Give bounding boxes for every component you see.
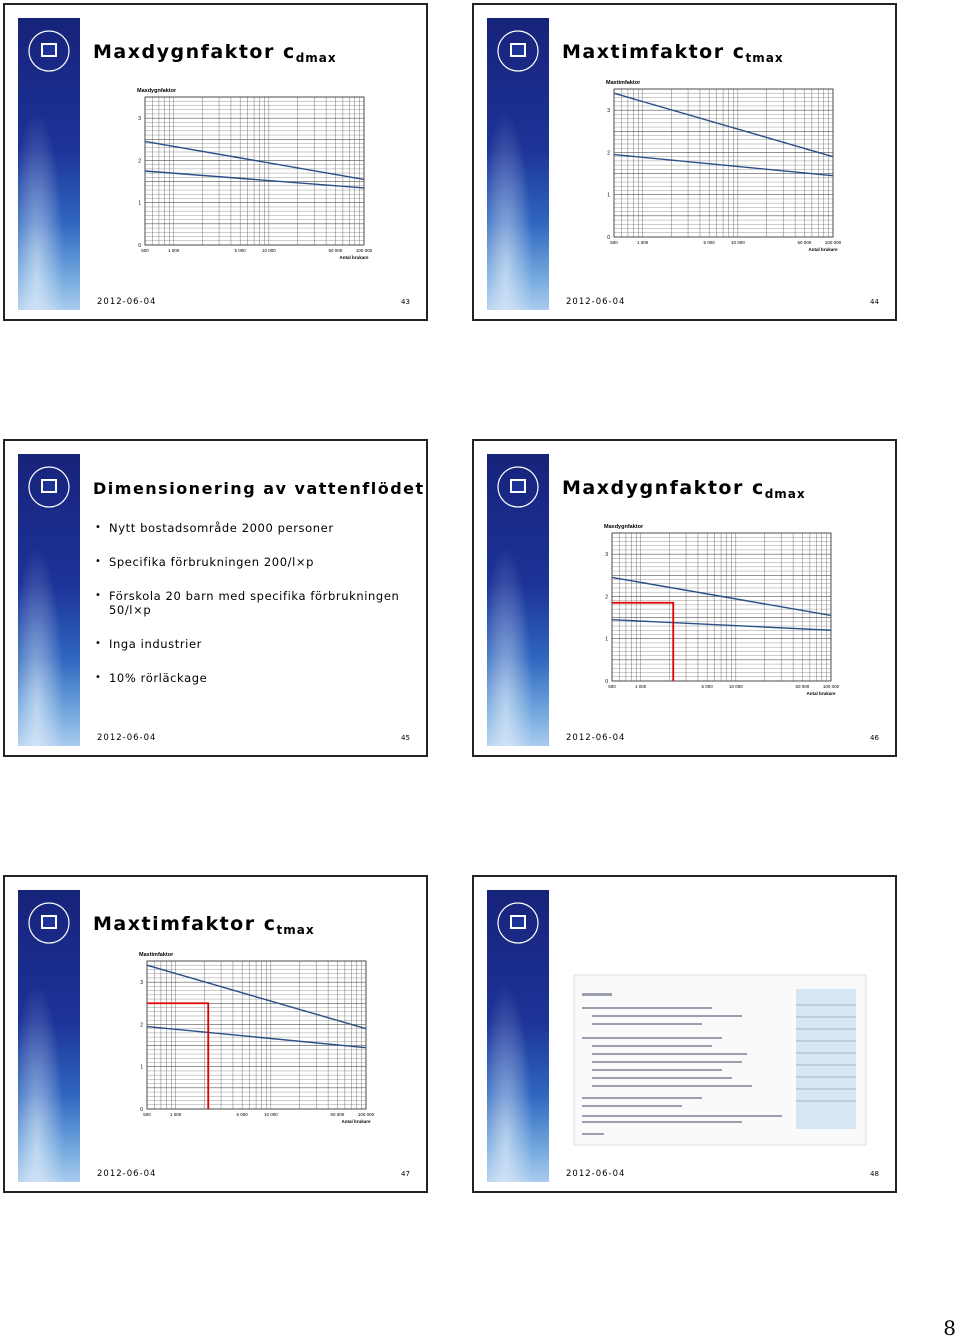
chart-frame [147,961,366,1109]
slide-44 [472,3,897,321]
chart-grid [612,533,831,681]
slide-title: Maxdygnfaktor $c_{dmax}$ [562,477,806,501]
x-tick-label: 100 000 [355,248,373,253]
slide-date: 2012-06-04 [566,297,626,307]
x-tick-label: 50 000 [797,240,812,245]
chart-maxdygnfaktor [125,83,373,273]
university-seal-icon [495,900,541,946]
y-tick-label: 1 [607,192,610,199]
x-tick-label: 500 [608,684,616,689]
x-tick-label: 10 000 [263,1112,278,1117]
x-tick-label: 1 000 [637,240,649,245]
series-line [147,965,366,1028]
slide-number: 47 [401,1170,410,1178]
reading-marker [612,603,673,681]
y-tick-label: 1 [138,200,141,207]
x-tick-label: 50 000 [330,1112,345,1117]
chart-maxtimfaktor-marked [127,947,375,1137]
x-tick-label: 1 000 [635,684,647,689]
chart-title: Maxtimfaktor [139,952,174,958]
bullet-item: • Förskola 20 barn med specifika förbrukningen 50/l×p [95,589,415,617]
x-tick-label: 100 000 [824,240,842,245]
slide-side-band [18,18,80,310]
slide-date: 2012-06-04 [566,733,626,743]
slide-43 [3,3,428,321]
x-tick-label: 5 000 [236,1112,248,1117]
x-tick-label: 50 000 [328,248,343,253]
y-tick-label: 3 [138,116,141,123]
x-tick-label: 5 000 [234,248,246,253]
slide-date: 2012-06-04 [97,733,157,743]
page-number: 8 [943,1316,956,1340]
university-seal-icon [26,464,72,510]
slide-47 [3,875,428,1193]
y-tick-label: 3 [605,552,608,559]
x-axis-label: Antal brukare [808,247,838,252]
y-tick-label: 0 [607,235,610,241]
chart-frame [145,97,364,245]
slide-title: Dimensionering av vattenflödet [93,479,425,498]
y-tick-label: 0 [138,243,141,249]
chart-grid [147,961,366,1109]
x-tick-label: 10 000 [261,248,276,253]
chart-grid [614,89,833,237]
slide-side-band [487,890,549,1182]
bullet-item: • 10% rörläckage [95,671,415,685]
x-tick-label: 100 000 [357,1112,375,1117]
y-tick-label: 2 [138,158,141,165]
scanned-table-image [574,975,866,1145]
chart-svg [127,947,375,1137]
chart-frame [614,89,833,237]
slide-date: 2012-06-04 [97,297,157,307]
university-seal-icon [26,900,72,946]
university-seal-icon [495,28,541,74]
slide-side-band [487,454,549,746]
chart-maxdygnfaktor-marked [592,519,840,709]
x-tick-label: 500 [610,240,618,245]
slide-date: 2012-06-04 [566,1169,626,1179]
series-line [614,93,833,156]
x-axis-label: Antal brukare [339,255,369,260]
slide-45 [3,439,428,757]
y-tick-label: 1 [140,1064,143,1071]
y-tick-label: 2 [607,150,610,157]
chart-title: Maxdygnfaktor [137,88,177,94]
y-tick-label: 1 [605,636,608,643]
bullet-item: • Inga industrier [95,637,415,651]
slide-side-band [18,454,80,746]
slide-number: 43 [401,298,410,306]
x-tick-label: 100 000 [822,684,840,689]
slide-number: 44 [870,298,879,306]
y-tick-label: 0 [140,1107,143,1113]
slide-title: Maxtimfaktor $c_{tmax}$ [562,41,784,65]
y-tick-label: 2 [605,594,608,601]
y-tick-label: 3 [140,980,143,987]
x-tick-label: 10 000 [730,240,745,245]
chart-svg [125,83,373,273]
slide-title: Maxtimfaktor $c_{tmax}$ [93,913,315,937]
x-tick-label: 500 [141,248,149,253]
x-tick-label: 5 000 [701,684,713,689]
x-axis-label: Antal brukare [341,1119,371,1124]
x-tick-label: 5 000 [703,240,715,245]
slide-number: 48 [870,1170,879,1178]
slide-48 [472,875,897,1193]
university-seal-icon [26,28,72,74]
bullet-list [95,521,415,705]
slide-date: 2012-06-04 [97,1169,157,1179]
series-line [612,620,831,631]
y-tick-label: 2 [140,1022,143,1029]
chart-title: Maxtimfaktor [606,80,641,86]
slide-side-band [487,18,549,310]
x-tick-label: 50 000 [795,684,810,689]
bullet-item: • Specifika förbrukningen 200/l×p [95,555,415,569]
chart-grid [145,97,364,245]
reading-marker [147,1003,208,1109]
x-tick-label: 10 000 [728,684,743,689]
y-tick-label: 3 [607,108,610,115]
x-tick-label: 1 000 [170,1112,182,1117]
slide-number: 45 [401,734,410,742]
chart-svg [594,75,842,265]
y-tick-label: 0 [605,679,608,685]
university-seal-icon [495,464,541,510]
slide-number: 46 [870,734,879,742]
chart-frame [612,533,831,681]
slide-46 [472,439,897,757]
slide-side-band [18,890,80,1182]
x-tick-label: 500 [143,1112,151,1117]
bullet-item: • Nytt bostadsområde 2000 personer [95,521,415,535]
chart-svg [592,519,840,709]
chart-maxtimfaktor [594,75,842,265]
slide-title: Maxdygnfaktor $c_{dmax}$ [93,41,337,65]
x-tick-label: 1 000 [168,248,180,253]
x-axis-label: Antal brukare [806,691,836,696]
chart-title: Maxdygnfaktor [604,524,644,530]
